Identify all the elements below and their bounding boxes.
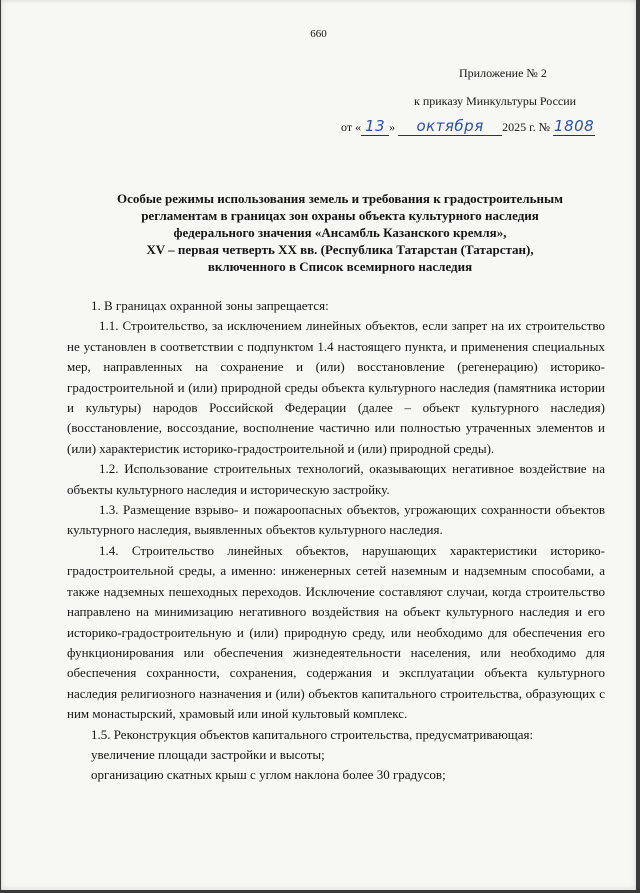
heading-line: регламентам в границах зон охраны объекта культурного наследия (141, 208, 539, 223)
appendix-order: к приказу Минкультуры России (414, 94, 577, 108)
heading-line: включенного в Список всемирного наследия (207, 259, 473, 274)
paragraph-1-5: 1.5. Реконструкция объектов капитального строительства, предусматривающая: (91, 726, 534, 742)
paragraph-1-4: 1.4. Строительство линейных объектов, нарушающих характеристики историко-градостроительной среды, а именно: инженерных сетей наземным и надземным способами, а также надземных пешеходных переходов. Исключение составляют случаи, когда строительство направлено на минимизацию негативного воздействия на объект культурного наследия и его историко-градостроительную и (или) природную среду, или необходимо для обеспечения его функционирования или обеспечения жизнедеятельности населения, или необходимо для обеспечения сохранности, сохранения, содержания и эксплуатации объекта культурного наследия религиозного назначения и (или) объектов капитального строительства, образующих с ним монастырский, храмовый или иной культовый комплекс. (67, 542, 605, 722)
handwritten-order-number: 1808 (554, 117, 595, 135)
section-1-heading: 1. В границах охранной зоны запрещается: (91, 298, 329, 313)
heading-line: XV – первая четверть XX вв. (Республика Татарстан (Татарстан), (146, 242, 534, 257)
document-page (1, 0, 636, 890)
paragraph-1-3: 1.3. Размещение взрыво- и пожароопасных объектов, угрожающих сохранности объектов культурного наследия, выявленных объектов культурного наследия. (67, 502, 605, 538)
appendix-date-line (341, 117, 595, 136)
handwritten-month: октября (398, 117, 502, 136)
paragraph-1-5-item: увеличение площади застройки и высоты; (91, 746, 325, 762)
page-number: 660 (310, 28, 327, 40)
document-heading (61, 190, 619, 275)
handwritten-day: 13 (361, 117, 389, 136)
paragraph-1-1: 1.1. Строительство, за исключением линейных объектов, если запрет на их строительство не установлен в соответствии с подпунктом 1.4 настоящего пункта, и применения специальных мер, направленных на сохранение и (или) восстановление (регенерацию) историко-градостроительной и (или) природной среды объекта культурного наследия (памятника истории и культуры) народов Российской Федерации (далее – объект культурного наследия) (восстановление, воссоздание, восполнение частично или полностью утраченных элементов и (или) характеристик историко-градостроительной и (или) природной среды). (67, 318, 605, 456)
heading-line: федерального значения «Ансамбль Казанского кремля», (173, 225, 507, 240)
paragraph-1-2: 1.2. Использование строительных технологий, оказывающих негативное воздействие на объекты культурного наследия и историческую застройку. (67, 461, 605, 497)
date-prefix: от « (341, 120, 362, 134)
appendix-title: Приложение № 2 (459, 66, 547, 80)
document-body (67, 296, 605, 786)
date-year: 2025 г. № (502, 120, 551, 134)
date-mid: » (389, 120, 396, 134)
paragraph-1-5-item: организацию скатных крыш с углом наклона более 30 градусов; (91, 767, 446, 783)
heading-line: Особые режимы использования земель и требования к градостроительным (117, 191, 563, 206)
